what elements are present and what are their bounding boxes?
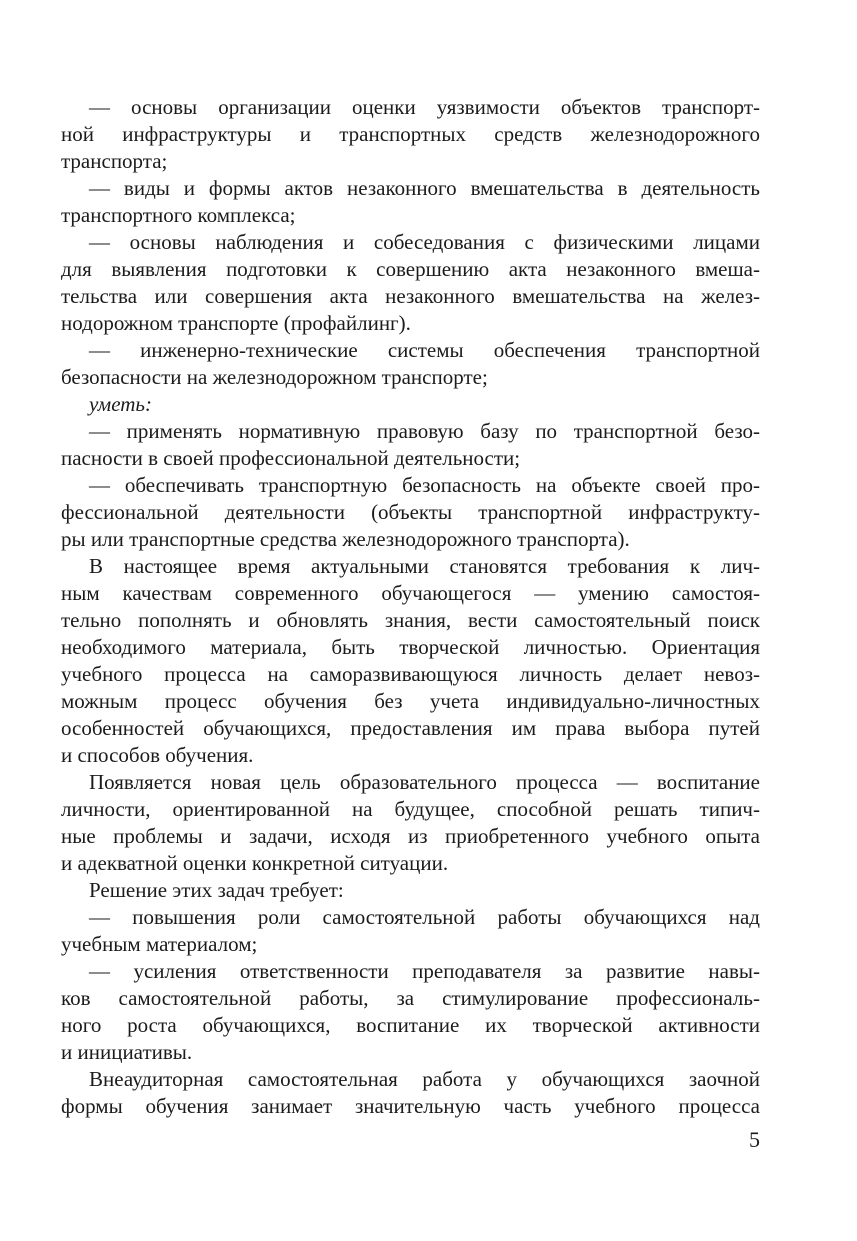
text-line: и адекватной оценки конкретной ситуации. — [61, 851, 449, 875]
text-line: для выявления подготовки к совершению акта незаконного вмеша- — [61, 257, 760, 281]
text-line: учебного процесса на саморазвивающуюся личность делает невоз- — [61, 662, 760, 686]
text-line: ным качествам современного обучающегося — умению самостоя- — [61, 581, 760, 605]
text-line: — повышения роли самостоятельной работы обучающихся над — [89, 905, 760, 929]
text-line: — применять нормативную правовую базу по транспортной безо- — [89, 419, 760, 443]
text-line: ного роста обучающихся, воспитание их творческой активности — [61, 1013, 760, 1037]
paragraph — [61, 391, 760, 418]
text-line: тельства или совершения акта незаконного вмешательства на желез- — [61, 284, 760, 308]
text-line: и способов обучения. — [61, 743, 254, 767]
text-line: — обеспечивать транспортную безопасность на объекте своей про- — [89, 473, 760, 497]
paragraph — [61, 877, 760, 904]
text-line: транспортного комплекса; — [61, 203, 296, 227]
text-line: Внеаудиторная самостоятельная работа у обучающихся заочной — [89, 1067, 760, 1091]
paragraph — [61, 418, 760, 472]
paragraph — [61, 904, 760, 958]
paragraph — [61, 337, 760, 391]
text-line: формы обучения занимает значительную часть учебного процесса — [61, 1094, 760, 1118]
text-line: В настоящее время актуальными становятся требования к лич- — [89, 554, 760, 578]
paragraph — [61, 229, 760, 337]
text-line: — основы организации оценки уязвимости объектов транспорт- — [89, 95, 760, 119]
text-line: Решение этих задач требует: — [89, 878, 344, 902]
text-line: и инициативы. — [61, 1040, 193, 1064]
body-text — [61, 94, 760, 1120]
paragraph — [61, 175, 760, 229]
text-line: уметь: — [89, 392, 152, 416]
text-line: учебным материалом; — [61, 932, 258, 956]
text-line: Появляется новая цель образовательного процесса — воспитание — [89, 770, 760, 794]
text-line: ры или транспортные средства железнодорожного транспорта). — [61, 527, 630, 551]
text-line: можным процесс обучения без учета индивидуально-личностных — [61, 689, 760, 713]
paragraph — [61, 94, 760, 175]
text-line: ной инфраструктуры и транспортных средств железнодорожного — [61, 122, 760, 146]
text-line: личности, ориентированной на будущее, способной решать типич- — [61, 797, 760, 821]
text-line: пасности в своей профессиональной деятельности; — [61, 446, 521, 470]
text-line: транспорта; — [61, 149, 168, 173]
text-line: нодорожном транспорте (профайлинг). — [61, 311, 411, 335]
text-line: ков самостоятельной работы, за стимулирование профессиональ- — [61, 986, 760, 1010]
paragraph — [61, 553, 760, 769]
paragraph — [61, 958, 760, 1066]
paragraph — [61, 472, 760, 553]
text-line: — инженерно-технические системы обеспечения транспортной — [89, 338, 760, 362]
text-line: безопасности на железнодорожном транспорте; — [61, 365, 488, 389]
paragraph — [61, 1066, 760, 1120]
text-line: тельно пополнять и обновлять знания, вести самостоятельный поиск — [61, 608, 760, 632]
text-line: — виды и формы актов незаконного вмешательства в деятельность — [89, 176, 760, 200]
text-line: особенностей обучающихся, предоставления им права выбора путей — [61, 716, 760, 740]
text-line: фессиональной деятельности (объекты транспортной инфраструкту- — [61, 500, 760, 524]
page-number: 5 — [749, 1127, 760, 1152]
text-line: — усиления ответственности преподавателя за развитие навы- — [89, 959, 760, 983]
text-line: — основы наблюдения и собеседования с физическими лицами — [89, 230, 760, 254]
paragraph — [61, 769, 760, 877]
text-line: ные проблемы и задачи, исходя из приобретенного учебного опыта — [61, 824, 760, 848]
text-line: необходимого материала, быть творческой личностью. Ориентация — [61, 635, 760, 659]
